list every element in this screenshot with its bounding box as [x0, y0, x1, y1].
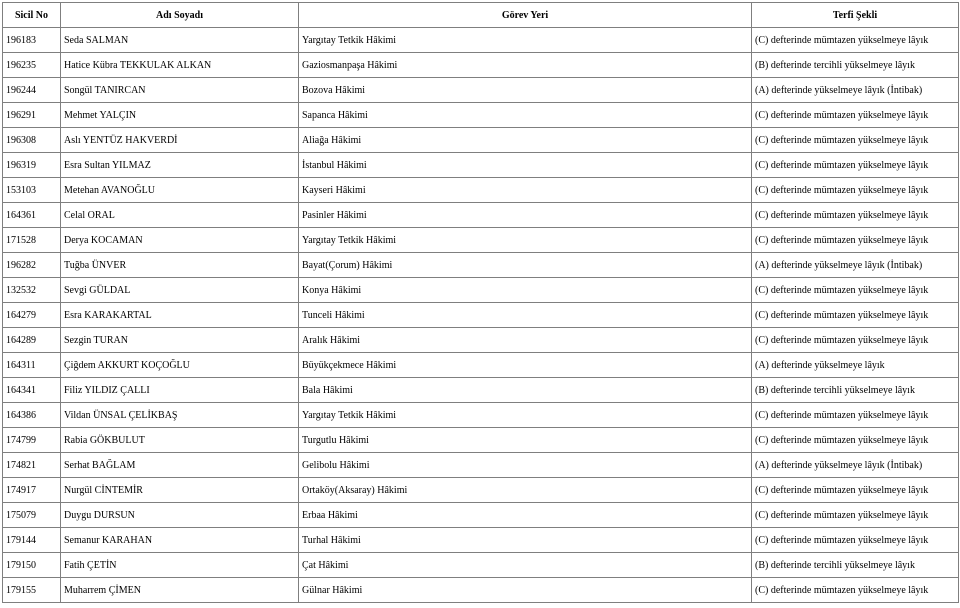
cell-terfi-sekli: (C) defterinde mümtazen yükselmeye lâyık: [752, 178, 959, 203]
cell-sicil-no: 196319: [3, 153, 61, 178]
cell-gorev-yeri: Aliağa Hâkimi: [299, 128, 752, 153]
table-row: [3, 403, 959, 428]
cell-sicil-no: 153103: [3, 178, 61, 203]
cell-adi-soyadi: Semanur KARAHAN: [61, 528, 299, 553]
table-row: [3, 553, 959, 578]
cell-terfi-sekli: (A) defterinde yükselmeye lâyık (İntibak): [752, 453, 959, 478]
table-row: [3, 203, 959, 228]
cell-sicil-no: 174917: [3, 478, 61, 503]
cell-adi-soyadi: Fatih ÇETİN: [61, 553, 299, 578]
cell-terfi-sekli: (C) defterinde mümtazen yükselmeye lâyık: [752, 203, 959, 228]
cell-terfi-sekli: (C) defterinde mümtazen yükselmeye lâyık: [752, 528, 959, 553]
cell-adi-soyadi: Esra KARAKARTAL: [61, 303, 299, 328]
cell-gorev-yeri: Gaziosmanpaşa Hâkimi: [299, 53, 752, 78]
cell-adi-soyadi: Filiz YILDIZ ÇALLI: [61, 378, 299, 403]
table-row: [3, 503, 959, 528]
table-row: [3, 428, 959, 453]
table-row: [3, 103, 959, 128]
cell-gorev-yeri: Aralık Hâkimi: [299, 328, 752, 353]
cell-gorev-yeri: Kayseri Hâkimi: [299, 178, 752, 203]
cell-sicil-no: 164289: [3, 328, 61, 353]
table-row: [3, 328, 959, 353]
table-row: [3, 278, 959, 303]
cell-gorev-yeri: Sapanca Hâkimi: [299, 103, 752, 128]
cell-adi-soyadi: Serhat BAĞLAM: [61, 453, 299, 478]
cell-gorev-yeri: Ortaköy(Aksaray) Hâkimi: [299, 478, 752, 503]
table-row: [3, 153, 959, 178]
cell-sicil-no: 171528: [3, 228, 61, 253]
cell-gorev-yeri: Tunceli Hâkimi: [299, 303, 752, 328]
cell-sicil-no: 164361: [3, 203, 61, 228]
cell-sicil-no: 196235: [3, 53, 61, 78]
table-row: [3, 28, 959, 53]
cell-terfi-sekli: (C) defterinde mümtazen yükselmeye lâyık: [752, 578, 959, 603]
header-adi-soyadi: Adı Soyadı: [61, 3, 299, 28]
promotion-table: [2, 2, 959, 603]
cell-terfi-sekli: (C) defterinde mümtazen yükselmeye lâyık: [752, 228, 959, 253]
cell-sicil-no: 132532: [3, 278, 61, 303]
cell-sicil-no: 164341: [3, 378, 61, 403]
cell-adi-soyadi: Çiğdem AKKURT KOÇOĞLU: [61, 353, 299, 378]
cell-terfi-sekli: (C) defterinde mümtazen yükselmeye lâyık: [752, 278, 959, 303]
cell-adi-soyadi: Nurgül CİNTEMİR: [61, 478, 299, 503]
cell-gorev-yeri: Gülnar Hâkimi: [299, 578, 752, 603]
cell-terfi-sekli: (C) defterinde mümtazen yükselmeye lâyık: [752, 478, 959, 503]
cell-sicil-no: 164279: [3, 303, 61, 328]
cell-gorev-yeri: Çat Hâkimi: [299, 553, 752, 578]
cell-terfi-sekli: (A) defterinde yükselmeye lâyık (İntibak): [752, 78, 959, 103]
cell-terfi-sekli: (C) defterinde mümtazen yükselmeye lâyık: [752, 503, 959, 528]
table-row: [3, 528, 959, 553]
cell-sicil-no: 196183: [3, 28, 61, 53]
cell-terfi-sekli: (C) defterinde mümtazen yükselmeye lâyık: [752, 428, 959, 453]
cell-adi-soyadi: Rabia GÖKBULUT: [61, 428, 299, 453]
cell-sicil-no: 164311: [3, 353, 61, 378]
cell-terfi-sekli: (C) defterinde mümtazen yükselmeye lâyık: [752, 403, 959, 428]
table-body: [3, 28, 959, 603]
cell-gorev-yeri: Bala Hâkimi: [299, 378, 752, 403]
header-sicil-no: Sicil No: [3, 3, 61, 28]
cell-terfi-sekli: (C) defterinde mümtazen yükselmeye lâyık: [752, 28, 959, 53]
cell-gorev-yeri: Pasinler Hâkimi: [299, 203, 752, 228]
cell-gorev-yeri: İstanbul Hâkimi: [299, 153, 752, 178]
cell-gorev-yeri: Bozova Hâkimi: [299, 78, 752, 103]
table-row: [3, 253, 959, 278]
cell-terfi-sekli: (C) defterinde mümtazen yükselmeye lâyık: [752, 103, 959, 128]
cell-adi-soyadi: Songül TANIRCAN: [61, 78, 299, 103]
cell-gorev-yeri: Yargıtay Tetkik Hâkimi: [299, 228, 752, 253]
cell-adi-soyadi: Hatice Kübra TEKKULAK ALKAN: [61, 53, 299, 78]
cell-sicil-no: 179144: [3, 528, 61, 553]
cell-sicil-no: 174821: [3, 453, 61, 478]
cell-terfi-sekli: (C) defterinde mümtazen yükselmeye lâyık: [752, 303, 959, 328]
cell-terfi-sekli: (C) defterinde mümtazen yükselmeye lâyık: [752, 328, 959, 353]
cell-adi-soyadi: Mehmet YALÇIN: [61, 103, 299, 128]
cell-adi-soyadi: Tuğba ÜNVER: [61, 253, 299, 278]
cell-gorev-yeri: Yargıtay Tetkik Hâkimi: [299, 28, 752, 53]
cell-adi-soyadi: Derya KOCAMAN: [61, 228, 299, 253]
cell-terfi-sekli: (A) defterinde yükselmeye lâyık (İntibak): [752, 253, 959, 278]
cell-sicil-no: 174799: [3, 428, 61, 453]
table-row: [3, 453, 959, 478]
cell-gorev-yeri: Turgutlu Hâkimi: [299, 428, 752, 453]
header-gorev-yeri: Görev Yeri: [299, 3, 752, 28]
table-header: [3, 3, 959, 28]
cell-adi-soyadi: Duygu DURSUN: [61, 503, 299, 528]
cell-gorev-yeri: Yargıtay Tetkik Hâkimi: [299, 403, 752, 428]
cell-terfi-sekli: (C) defterinde mümtazen yükselmeye lâyık: [752, 153, 959, 178]
table-row: [3, 178, 959, 203]
table-row: [3, 353, 959, 378]
cell-sicil-no: 196291: [3, 103, 61, 128]
table-row: [3, 128, 959, 153]
cell-sicil-no: 196308: [3, 128, 61, 153]
cell-terfi-sekli: (B) defterinde tercihli yükselmeye lâyık: [752, 553, 959, 578]
header-terfi-sekli: Terfi Şekli: [752, 3, 959, 28]
cell-sicil-no: 179155: [3, 578, 61, 603]
cell-adi-soyadi: Sevgi GÜLDAL: [61, 278, 299, 303]
table-row: [3, 478, 959, 503]
cell-sicil-no: 179150: [3, 553, 61, 578]
cell-gorev-yeri: Erbaa Hâkimi: [299, 503, 752, 528]
cell-adi-soyadi: Metehan AVANOĞLU: [61, 178, 299, 203]
table-row: [3, 378, 959, 403]
cell-adi-soyadi: Seda SALMAN: [61, 28, 299, 53]
cell-adi-soyadi: Aslı YENTÜZ HAKVERDİ: [61, 128, 299, 153]
table-row: [3, 78, 959, 103]
cell-adi-soyadi: Celal ORAL: [61, 203, 299, 228]
cell-sicil-no: 175079: [3, 503, 61, 528]
cell-sicil-no: 196244: [3, 78, 61, 103]
cell-sicil-no: 196282: [3, 253, 61, 278]
table-row: [3, 53, 959, 78]
cell-terfi-sekli: (B) defterinde tercihli yükselmeye lâyık: [752, 53, 959, 78]
table-row: [3, 578, 959, 603]
cell-terfi-sekli: (C) defterinde mümtazen yükselmeye lâyık: [752, 128, 959, 153]
header-row: [3, 3, 959, 28]
cell-gorev-yeri: Konya Hâkimi: [299, 278, 752, 303]
cell-adi-soyadi: Vildan ÜNSAL ÇELİKBAŞ: [61, 403, 299, 428]
cell-adi-soyadi: Sezgin TURAN: [61, 328, 299, 353]
cell-sicil-no: 164386: [3, 403, 61, 428]
cell-terfi-sekli: (B) defterinde tercihli yükselmeye lâyık: [752, 378, 959, 403]
cell-gorev-yeri: Gelibolu Hâkimi: [299, 453, 752, 478]
cell-terfi-sekli: (A) defterinde yükselmeye lâyık: [752, 353, 959, 378]
table-row: [3, 303, 959, 328]
cell-gorev-yeri: Büyükçekmece Hâkimi: [299, 353, 752, 378]
cell-gorev-yeri: Bayat(Çorum) Hâkimi: [299, 253, 752, 278]
cell-adi-soyadi: Muharrem ÇİMEN: [61, 578, 299, 603]
cell-adi-soyadi: Esra Sultan YILMAZ: [61, 153, 299, 178]
table-row: [3, 228, 959, 253]
cell-gorev-yeri: Turhal Hâkimi: [299, 528, 752, 553]
